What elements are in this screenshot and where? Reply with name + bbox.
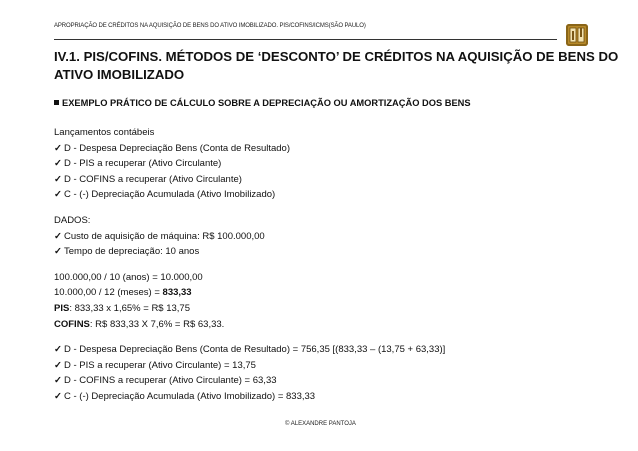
content-body xyxy=(54,125,614,405)
lancamentos-heading: Lançamentos contábeis xyxy=(54,127,155,138)
section-subtitle-text: EXEMPLO PRÁTICO DE CÁLCULO SOBRE A DEPRECIAÇÃO OU AMORTIZAÇÃO DOS BENS xyxy=(62,98,471,108)
pis-text: : 833,33 x 1,65% = R$ 13,75 xyxy=(69,302,190,314)
list-item-text: D - PIS a recuperar (Ativo Circulante) xyxy=(64,158,222,170)
list-item xyxy=(54,187,614,203)
calc-line xyxy=(54,285,614,301)
cofins-text: : R$ 833,33 X 7,6% = R$ 63,33. xyxy=(89,318,225,330)
list-item-text: D - PIS a recuperar (Ativo Circulante) = 13,75 xyxy=(64,359,256,371)
list-item-text: D - Despesa Depreciação Bens (Conta de Resultado) = 756,35 [(833,33 – (13,75 + 63,33)] xyxy=(64,344,446,356)
check-icon: ✓ xyxy=(54,375,62,387)
cofins-line xyxy=(54,317,614,333)
calc-text: 10.000,00 / 12 (meses) = xyxy=(54,287,163,299)
check-icon: ✓ xyxy=(54,173,62,185)
spacer xyxy=(54,332,614,342)
cofins-label: COFINS xyxy=(54,318,90,330)
list-item xyxy=(54,358,614,374)
running-header: APROPRIAÇÃO DE CRÉDITOS NA AQUISIÇÃO DE BENS DO ATIVO IMOBILIZADO. PIS/COFINS/ICMS(SÃO PAULO) xyxy=(54,23,366,29)
spacer xyxy=(54,203,614,213)
check-icon: ✓ xyxy=(54,158,62,170)
pis-label: PIS xyxy=(54,302,70,314)
list-item-text: D - COFINS a recuperar (Ativo Circulante) xyxy=(64,173,242,185)
square-bullet-icon xyxy=(54,100,59,105)
list-item-text: Custo de aquisição de máquina: R$ 100.000,00 xyxy=(64,230,265,242)
page-title xyxy=(54,48,619,84)
header-divider xyxy=(54,39,557,40)
list-item xyxy=(54,342,614,358)
calc-line: 100.000,00 / 10 (anos) = 10.000,00 xyxy=(54,271,203,283)
list-item xyxy=(54,244,614,260)
list-item-text: D - Despesa Depreciação Bens (Conta de Resultado) xyxy=(64,142,291,154)
list-item-text: C - (-) Depreciação Acumulada (Ativo Imobilizado) xyxy=(64,189,276,201)
list-item-text: D - COFINS a recuperar (Ativo Circulante) = 63,33 xyxy=(64,375,277,387)
calc-result: 833,33 xyxy=(162,287,192,299)
page-title-line2: ATIVO IMOBILIZADO xyxy=(54,67,185,82)
brand-logo-icon xyxy=(566,24,588,46)
list-item xyxy=(54,156,614,172)
list-item xyxy=(54,389,614,405)
list-item xyxy=(54,373,614,389)
list-item xyxy=(54,141,614,157)
dados-heading: DADOS: xyxy=(54,214,91,226)
list-item xyxy=(54,172,614,188)
pis-line xyxy=(54,301,614,317)
page-title-line1: IV.1. PIS/COFINS. MÉTODOS DE ‘DESCONTO’ DE CRÉDITOS NA AQUISIÇÃO DE BENS DO xyxy=(54,49,619,64)
check-icon: ✓ xyxy=(54,344,62,356)
list-item-text: C - (-) Depreciação Acumulada (Ativo Imobilizado) = 833,33 xyxy=(64,390,316,402)
footer-copyright: © ALEXANDRE PANTOJA xyxy=(285,421,356,427)
list-item-text: Tempo de depreciação: 10 anos xyxy=(64,246,200,258)
check-icon: ✓ xyxy=(54,142,62,154)
check-icon: ✓ xyxy=(54,359,62,371)
check-icon: ✓ xyxy=(54,390,62,402)
check-icon: ✓ xyxy=(54,189,62,201)
spacer xyxy=(54,260,614,270)
section-subtitle xyxy=(54,98,471,108)
check-icon: ✓ xyxy=(54,230,62,242)
check-icon: ✓ xyxy=(54,246,62,258)
list-item xyxy=(54,229,614,245)
